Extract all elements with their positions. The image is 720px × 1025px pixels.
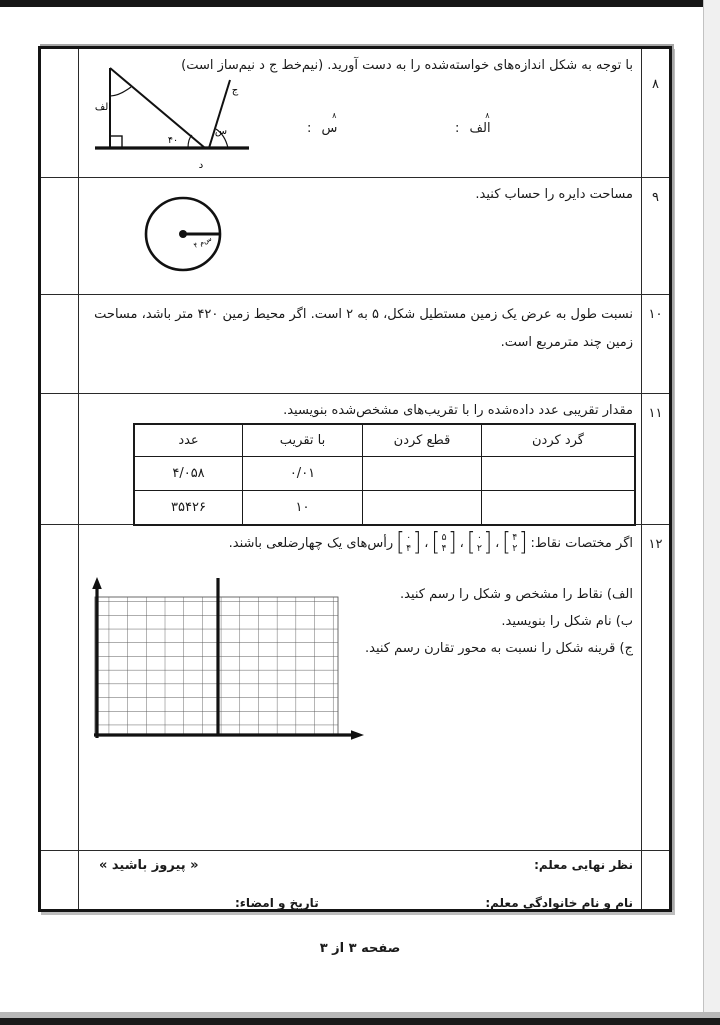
footer-number-cell: [641, 851, 669, 909]
score-cell-footer: [41, 851, 79, 909]
cell-precision: ۱۰: [243, 491, 363, 526]
answer-blank-alef: [455, 111, 491, 136]
question-row-8: [41, 49, 669, 178]
header-qat: قطع کردن: [363, 424, 482, 457]
q12-item-b: ب) نام شکل را بنویسید.: [501, 614, 633, 629]
question-number-12: ۱۲: [641, 525, 669, 850]
q12-intro-prefix: اگر مختصات نقاط:: [530, 535, 633, 551]
question-text-q8: با توجه به شکل اندازه‌های خواسته‌شده را به دست آورید. (نیم‌خط ج د نیم‌ساز است): [181, 58, 633, 73]
q12-item-a: الف) نقاط را مشخص و شکل را رسم کنید.: [399, 587, 633, 602]
score-cell-q9: [41, 178, 79, 294]
right-angle-mark: [110, 136, 122, 148]
page-number: صفحه ۳ از ۳: [319, 941, 401, 956]
angle-hat-icon: ۸: [485, 111, 490, 120]
label-alef: الف: [94, 102, 112, 113]
comma: ،: [459, 535, 464, 551]
comma: ،: [495, 535, 500, 551]
question-row-12: [41, 525, 669, 851]
teacher-final-opinion-label: نظر نهایی معلم:: [534, 858, 633, 872]
header-adad: عدد: [134, 424, 243, 457]
question-number-10: ۱۰: [641, 295, 669, 393]
question-number-9: ۹: [641, 178, 669, 294]
question-content-q8: [79, 49, 641, 177]
arc-alef: [110, 87, 131, 96]
angle-sin: ۸ س: [321, 111, 338, 136]
scan-edge-right: [703, 0, 720, 1013]
angle-hat-icon: ۸: [332, 111, 337, 120]
approximation-table: [133, 423, 636, 526]
teacher-name-label: نام و نام خانوادگی معلم:: [485, 896, 633, 910]
y-axis-arrow-icon: [92, 577, 102, 589]
table-row: [134, 457, 635, 491]
cell-truncate-blank: [363, 491, 482, 526]
score-cell-q12: [41, 525, 79, 850]
cell-truncate-blank: [363, 457, 482, 491]
score-cell-q11: [41, 394, 79, 524]
cell-number: ۳۵۴۲۶: [134, 491, 243, 526]
answer-blank-sin: [307, 111, 338, 136]
header-gerd: گرد کردن: [482, 424, 636, 457]
label-jim: ج: [231, 85, 239, 96]
table-row: [134, 491, 635, 526]
score-cell-q8: [41, 49, 79, 177]
radius-label: ۴ س‌م: [192, 234, 213, 250]
colon: :: [455, 121, 460, 136]
colon: :: [307, 121, 312, 136]
question-text-q10: نسبت طول به عرض یک زمین مستطیل شکل، ۵ به ۲ است. اگر محیط زمین ۴۲۰ متر باشد، مساحت زمین چند مترمربع است.: [94, 307, 633, 350]
point-vector-2: [ ۰ ۲ ]: [466, 528, 493, 557]
blessing-text: « پیروز باشید »: [99, 858, 199, 873]
q9-circle-figure: [141, 194, 227, 278]
x-axis-arrow-icon: [351, 730, 364, 740]
q12-intro-suffix: رأس‌های یک چهارضلعی باشند.: [228, 535, 394, 551]
label-40: ۴۰: [167, 135, 179, 146]
score-cell-q10: [41, 295, 79, 393]
teacher-footer-row: [41, 851, 669, 909]
question-row-11: [41, 394, 669, 525]
question-content-q12: [79, 525, 641, 850]
cell-round-blank: [482, 491, 636, 526]
question-content-q10: [79, 295, 641, 393]
q12-item-c: ج) قرینه شکل را نسبت به محور تقارن رسم کنید.: [365, 641, 633, 656]
q12-grid-figure: [90, 574, 375, 759]
label-dal: د: [198, 160, 204, 171]
q8-angle-figure: [92, 58, 262, 174]
cell-number: ۴/۰۵۸: [134, 457, 243, 491]
date-signature-label: تاریخ و امضاء:: [235, 896, 319, 910]
teacher-footer-content: [79, 851, 641, 909]
label-sin: س: [214, 126, 228, 137]
comma: ،: [424, 535, 429, 551]
question-text-q12: [79, 525, 641, 557]
point-vector-4: [ ۰ ۴ ]: [396, 528, 422, 557]
q12-sub-items: [343, 581, 633, 662]
question-content-q11: [79, 394, 641, 524]
cell-precision: ۰/۰۱: [243, 457, 363, 491]
table-header-row: [134, 424, 635, 457]
question-text-q11: مقدار تقریبی عدد داده‌شده را با تقریب‌های مشخص‌شده بنویسید.: [283, 403, 633, 418]
question-number-8: ۸: [641, 49, 669, 177]
ray-j: [209, 80, 230, 148]
question-row-9: [41, 178, 669, 295]
angle-alef: ۸ الف: [469, 111, 491, 136]
question-content-q9: [79, 178, 641, 294]
point-vector-3: [ ۵ ۴ ]: [431, 528, 457, 557]
point-vector-1: [ ۴ ۲ ]: [502, 528, 528, 557]
scan-edge-bottom-bar: [0, 1018, 720, 1025]
header-taqrib: با تقریب: [243, 424, 363, 457]
scan-edge-top: [0, 0, 704, 7]
cell-round-blank: [482, 457, 636, 491]
question-number-11: ۱۱: [641, 394, 669, 524]
question-row-10: [41, 295, 669, 394]
question-text-q9: مساحت دایره را حساب کنید.: [475, 187, 633, 202]
exam-sheet: [38, 46, 672, 912]
